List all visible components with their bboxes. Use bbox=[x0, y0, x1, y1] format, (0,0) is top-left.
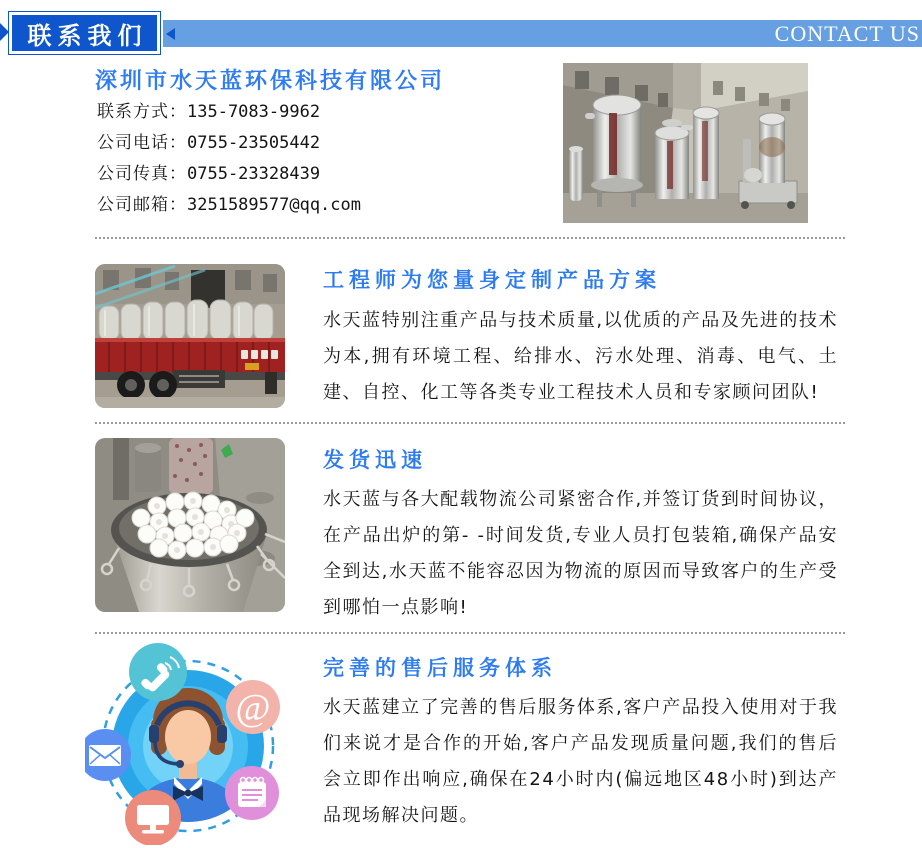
section-title-fast-shipping: 发货迅速 bbox=[323, 448, 427, 472]
contact-row-mobile bbox=[97, 97, 361, 128]
contact-row-email bbox=[97, 190, 361, 221]
section-body-after-sales: 水天蓝建立了完善的售后服务体系,客户产品投入使用对于我们来说才是合作的开始,客户产品发现质量问题,我们的售后会立即作出响应,确保在24小时内(偏远地区48小时)到达产品现场解决问题。 bbox=[323, 697, 838, 826]
section-body-custom-solution: 水天蓝特别注重产品与技术质量,以优质的产品及先进的技术为本,拥有环境工程、给排水、污水处理、消毒、电气、土建、自控、化工等各类专业工程技术人员和专家顾问团队! bbox=[323, 310, 838, 403]
notch-left-icon bbox=[166, 28, 175, 40]
svg-text:@: @ bbox=[235, 687, 271, 729]
header-bar bbox=[163, 20, 922, 47]
contact-value: 0755-23505442 bbox=[187, 133, 321, 153]
filter-vessel-photo bbox=[95, 438, 285, 612]
header-subtitle-en: CONTACT US bbox=[774, 20, 920, 46]
notepad-icon bbox=[225, 766, 279, 820]
contact-label: 联系方式： bbox=[97, 102, 187, 122]
contact-row-fax bbox=[97, 159, 361, 190]
company-name: 深圳市水天蓝环保科技有限公司 bbox=[95, 69, 446, 94]
section-title-custom-solution: 工程师为您量身定制产品方案 bbox=[323, 268, 661, 292]
contact-label: 公司传真： bbox=[97, 164, 187, 184]
dotted-divider bbox=[95, 632, 845, 634]
contact-value: 3251589577@qq.com bbox=[187, 195, 361, 215]
dotted-divider bbox=[95, 422, 845, 424]
monitor-icon bbox=[125, 790, 181, 845]
phone-icon bbox=[129, 643, 187, 701]
contact-value: 135-7083-9962 bbox=[187, 102, 321, 122]
at-sign-icon bbox=[226, 680, 280, 734]
contact-list bbox=[97, 97, 361, 221]
section-title-after-sales: 完善的售后服务体系 bbox=[323, 656, 557, 680]
page-title-label: 联系我们 bbox=[27, 21, 148, 50]
contact-label: 公司邮箱： bbox=[97, 195, 187, 215]
factory-equipment-photo bbox=[563, 63, 808, 222]
truck-photo bbox=[95, 264, 285, 408]
page-title bbox=[8, 11, 161, 55]
contact-value: 0755-23328439 bbox=[187, 164, 321, 184]
customer-service-illustration bbox=[85, 643, 297, 845]
contact-label: 公司电话： bbox=[97, 133, 187, 153]
section-body-fast-shipping: 水天蓝与各大配载物流公司紧密合作,并签订货到时间协议， 在产品出炉的第- -时间发货,专业人员打包装箱,确保产品安全到达,水天蓝不能容忍因为物流的原因而导致客户的生产受到哪怕一点影响! bbox=[323, 489, 838, 618]
dotted-divider bbox=[95, 237, 845, 239]
contact-row-phone bbox=[97, 128, 361, 159]
